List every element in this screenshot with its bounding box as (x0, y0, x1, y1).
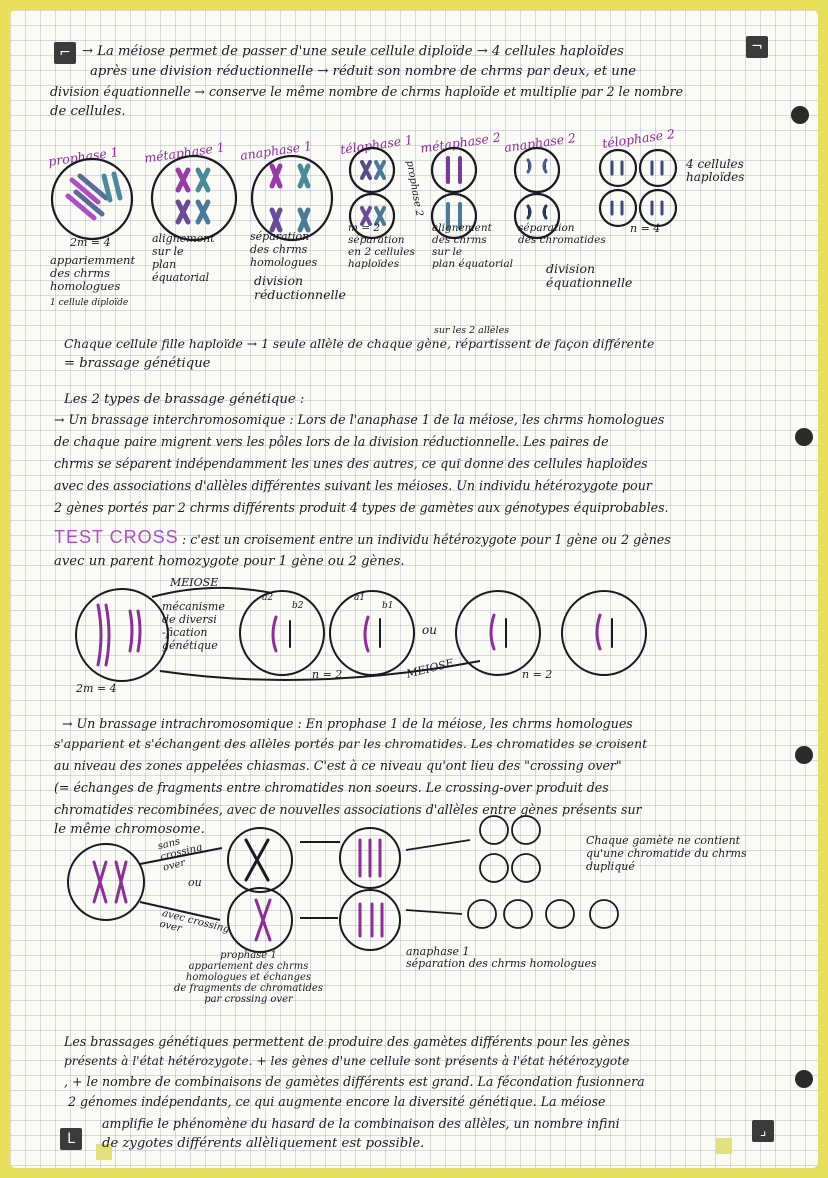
conclusion-line-2: présents à l'état hétérozygote. + les gènes d'une cellule sont présents à l'état hétérozygote (64, 1054, 630, 1068)
top-left-corner-marker: ⌐ (54, 42, 76, 64)
bottom-left-corner-marker: L (60, 1128, 82, 1150)
alignment-label: alignement sur le plan équatorial (152, 232, 215, 284)
test-cross-line-2: avec un parent homozygote pour 1 gène ou 2 gènes. (54, 554, 405, 569)
alignment2-label: alignement des chrms sur le plan équatorial (432, 222, 513, 270)
types-line-4: avec des associations d'allèles différentes suivant les méioses. Un individu hétérozygote pour (54, 478, 652, 493)
test-cross-title: TEST CROSS (54, 527, 179, 547)
phase-label-prophase1: prophase 1 (47, 144, 120, 169)
types-line-3: chrms se séparent indépendamment les unes des autres, ce qui donne des cellules haploïdes (54, 456, 648, 471)
gamete-note: Chaque gamète ne contient qu'une chromatide du chrms dupliqué (586, 834, 747, 873)
crossing-cell (228, 888, 292, 952)
telophase1-note: m = 2 séparation en 2 cellules haploïdes (348, 222, 415, 270)
types-line-1: → Un brassage interchromosomique : Lors de l'anaphase 1 de la méiose, les chrms homologues (54, 412, 665, 427)
types-line-5: 2 gènes portés par 2 chrms différents produit 4 types de gamètes aux génotypes équiprobables. (54, 500, 669, 515)
yellow-square-right (716, 1138, 732, 1154)
crossing-ou-label: ou (188, 876, 202, 889)
division-reductionnelle-label: division réductionnelle (254, 273, 346, 302)
initial-cell (68, 844, 144, 920)
chromosomes-metaphase1 (178, 170, 208, 222)
intra-line-6: le même chromosome. (54, 822, 205, 837)
chromosomes-prophase1 (68, 174, 120, 218)
intra-line-4: (= échanges de fragments entre chromatides non soeurs. Le crossing-over produit des (54, 780, 609, 795)
no-crossing-cell (228, 828, 292, 892)
notebook-page (10, 10, 818, 1168)
conclusion-line-1: Les brassages génétiques permettent de produire des gamètes différents pour les gènes (64, 1034, 630, 1049)
daughter-line-2: = brassage génétique (64, 356, 211, 371)
conclusion-line-5: amplifie le phénomène du hasard de la combinaison des allèles, un nombre infini (102, 1116, 620, 1131)
meiose-bottom-label: MEIOSE (405, 656, 456, 681)
test-cross-two-m: 2m = 4 (76, 682, 117, 695)
phase-label-metaphase2: métaphase 2 (419, 129, 502, 156)
alleles-note: sur les 2 allèles (434, 325, 510, 336)
cell-anaphase1 (252, 156, 332, 240)
arrow-meiose-top (152, 588, 272, 597)
intra-line-5: chromatides recombinées, avec de nouvelles associations d'allèles entre gènes présents sur (54, 802, 642, 817)
pairing-label: appariemment des chrms homologues (50, 253, 136, 293)
gamete-cell-2 (330, 591, 414, 675)
division-equationnelle-label: division équationnelle (546, 261, 633, 290)
conclusion-line-6: de zygotes différents allèliquement est possible. (102, 1136, 425, 1151)
n2-label-b: n = 2 (522, 668, 553, 681)
meiose-top-label: MEIOSE (170, 576, 219, 589)
binder-hole (795, 746, 813, 764)
intra-line-2: s'apparient et s'échangent des allèles portés par les chromatides. Les chromatides se croisent (54, 736, 648, 751)
allele-b2: b2 (292, 601, 304, 611)
top-right-corner-marker: ¬ (746, 36, 768, 58)
chromosomes-anaphase1 (272, 166, 308, 230)
gamete-cell-4 (562, 591, 646, 675)
daughter-line-1: Chaque cellule fille haploïde → 1 seule allèle de chaque gène, répartissent de façon différente (64, 336, 655, 351)
parent-cell (76, 589, 168, 681)
phase-label-metaphase1: métaphase 1 (143, 139, 226, 166)
n2-label-a: n = 2 (312, 668, 343, 681)
phase-label-anaphase1: anaphase 1 (239, 138, 313, 163)
four-cells-label: 4 cellules haploïdes (686, 157, 745, 184)
bottom-right-corner-marker: ⌟ (752, 1120, 774, 1142)
intro-line-3: division équationnelle → conserve le même nombre de chrms haploïde et multiplie par 2 le nombre (50, 84, 684, 99)
intra-line-1: → Un brassage intrachromosomique : En prophase 1 de la méiose, les chrms homologues (62, 716, 633, 731)
allele-a1: a1 (354, 593, 366, 603)
separation-chromatides-label: séparation des chromatides (518, 222, 606, 246)
allele-b1: b1 (382, 601, 394, 611)
binder-hole (791, 106, 809, 124)
two-m-label: 2m = 4 (70, 236, 111, 249)
intro-line-1: → La méiose permet de passer d'une seule cellule diploïde → 4 cellules haploïdes (82, 44, 624, 59)
binder-hole (795, 1070, 813, 1088)
intra-line-3: au niveau des zones appelées chiasmas. C'est à ce niveau qu'ont lieu des "crossing over" (54, 758, 622, 773)
conclusion-line-3: , + le nombre de combinaisons de gamètes différents est grand. La fécondation fusionnera (64, 1074, 645, 1089)
chromosomes-anaphase2 (528, 160, 546, 218)
gamete-cell-1 (240, 591, 324, 675)
n4-label: n = 4 (630, 222, 661, 235)
prophase-note: prophase 1 appariement des chrms homologues et échanges de fragments de chromatides par crossing over (174, 950, 323, 1005)
phase-label-anaphase2: anaphase 2 (503, 130, 577, 155)
ou-label: ou (422, 623, 437, 637)
phase-label-telophase1: télophase 1 (339, 131, 414, 158)
binder-hole (795, 428, 813, 446)
sans-crossing-label: sans crossing over (156, 836, 204, 874)
avec-crossing-label: avec crossing over (158, 907, 231, 936)
conclusion-line-4: 2 génomes indépendants, ce qui augmente encore la diversité génétique. La méiose (68, 1094, 606, 1109)
separation-chrms-label: séparation des chrms homologues (250, 230, 318, 269)
one-cell-label: 1 cellule diploïde (50, 298, 129, 308)
anaphase-note: anaphase 1 séparation des chrms homologues (406, 945, 597, 970)
types-title: Les 2 types de brassage génétique : (64, 392, 305, 407)
test-cross-line-1: : c'est un croisement entre un individu hétérozygote pour 1 gène ou 2 gènes (182, 532, 671, 547)
mecanisme-label: mécanisme de diversi -fication génétique (162, 600, 225, 652)
intro-line-4: de cellules. (50, 104, 126, 119)
cell-metaphase1 (152, 156, 236, 240)
types-line-2: de chaque paire migrent vers les pôles lors de la division réductionnelle. Les paires de (54, 434, 609, 449)
crossing-over-diagram (10, 810, 818, 940)
prophase2-label: prophase 2 (403, 159, 425, 218)
phase-label-telophase2: télophase 2 (601, 125, 676, 152)
intro-line-2: après une division réductionnelle → réduit son nombre de chrms par deux, et une (90, 64, 636, 79)
allele-a2: a2 (262, 593, 274, 603)
anaphase-cell-bottom (340, 890, 400, 950)
